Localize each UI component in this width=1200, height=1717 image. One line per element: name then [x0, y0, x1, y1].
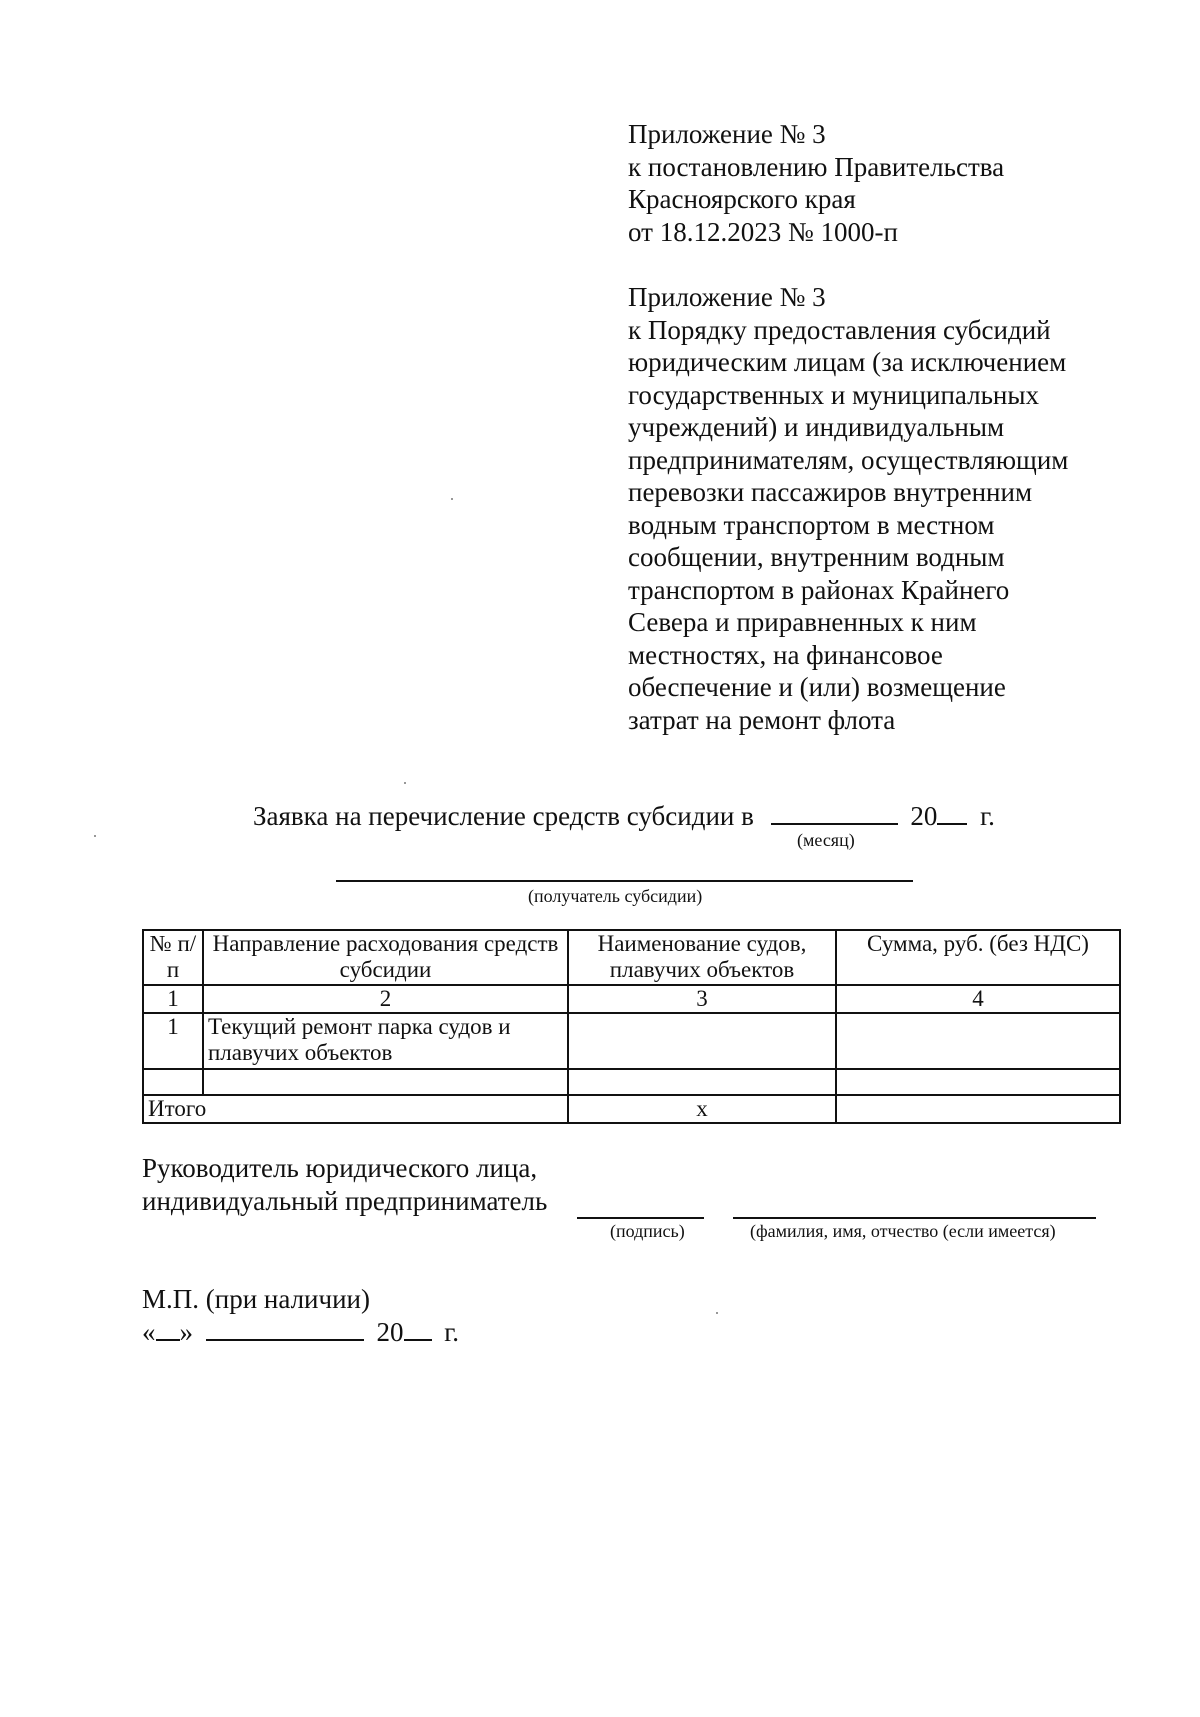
table-total-row [143, 1095, 1120, 1123]
column-number: 4 [836, 985, 1120, 1013]
appendix-line: перевозки пассажиров внутренним [628, 477, 1033, 507]
column-number: 2 [203, 985, 568, 1013]
signature-block [142, 1152, 547, 1218]
month-caption: (месяц) [797, 830, 855, 850]
recipient-blank[interactable] [336, 880, 913, 882]
header-number: № п/п [143, 930, 203, 985]
date-month-blank[interactable] [206, 1317, 364, 1341]
appendix-line: обеспечение и (или) возмещение [628, 672, 1006, 702]
scan-speck [716, 1312, 718, 1314]
appendix-line: местностях, на финансовое [628, 639, 943, 670]
appendix-line: затрат на ремонт флота [628, 704, 896, 735]
appendix-line: транспортом в районах Крайнего [628, 574, 1010, 605]
month-blank[interactable] [771, 801, 898, 825]
year-blank[interactable] [937, 801, 967, 825]
appendix-line: Приложение № 3 [628, 282, 826, 312]
total-vessels-cell: х [568, 1095, 836, 1123]
appendix-line: Красноярского края [628, 184, 856, 214]
total-label: Итого [143, 1095, 568, 1123]
table-row [143, 1013, 1120, 1069]
year-suffix: г. [980, 801, 995, 831]
row-vessels-cell[interactable] [568, 1069, 836, 1095]
header-vessels: Наименование судов, плавучих объектов [568, 930, 836, 985]
column-number: 1 [143, 985, 203, 1013]
row-number-cell[interactable] [143, 1069, 203, 1095]
header-sum: Сумма, руб. (без НДС) [836, 930, 1120, 985]
appendix-line: водным транспортом в местном [628, 509, 995, 540]
signature-blank[interactable] [577, 1217, 704, 1219]
date-year-suffix: г. [444, 1317, 460, 1347]
header-direction: Направление расходования средств субсидии [203, 930, 568, 985]
row-direction-cell: Текущий ремонт парка судов и плавучих объектов [203, 1013, 568, 1069]
appendix-line: сообщении, внутренним водным [628, 542, 1005, 572]
request-title-text: Заявка на перечисление средств субсидии в [253, 801, 754, 831]
day-blank[interactable] [156, 1317, 180, 1341]
subsidy-table [142, 929, 1121, 1124]
table-column-numbers-row [143, 985, 1120, 1013]
appendix-line: юридическим лицам (за исключением [628, 347, 1067, 377]
appendix-government-decree [628, 118, 1004, 248]
appendix-line: учреждений) и индивидуальным [628, 412, 1005, 442]
row-direction-cell[interactable] [203, 1069, 568, 1095]
row-sum-cell[interactable] [836, 1069, 1120, 1095]
appendix-line: к постановлению Правительства [628, 151, 1005, 182]
scan-speck [94, 835, 96, 837]
scan-speck [404, 782, 406, 784]
quote-open: « [142, 1317, 156, 1347]
recipient-caption: (получатель субсидии) [528, 886, 703, 906]
signature-caption: (подпись) [610, 1221, 685, 1241]
year-prefix: 20 [910, 801, 938, 831]
stamp-label: М.П. (при наличии) [142, 1284, 370, 1314]
full-name-blank[interactable] [733, 1217, 1096, 1219]
signature-line1: Руководитель юридического лица, [142, 1153, 538, 1183]
table-row [143, 1069, 1120, 1095]
scan-speck [451, 498, 453, 500]
appendix-line: государственных и муниципальных [628, 379, 1039, 410]
date-year-prefix: 20 [376, 1317, 404, 1347]
appendix-line: Приложение № 3 [628, 119, 826, 149]
appendix-line: Севера и приравненных к ним [628, 607, 977, 637]
table-header-row [143, 930, 1120, 985]
date-year-blank[interactable] [404, 1317, 432, 1341]
signature-line2: индивидуальный предприниматель [142, 1186, 548, 1216]
appendix-line: от 18.12.2023 № 1000-п [628, 216, 898, 247]
total-sum-cell[interactable] [836, 1095, 1120, 1123]
appendix-procedure [628, 281, 1068, 736]
appendix-line: к Порядку предоставления субсидий [628, 314, 1051, 345]
full-name-caption: (фамилия, имя, отчество (если имеется) [750, 1221, 1056, 1241]
row-vessels-cell[interactable] [568, 1013, 836, 1069]
stamp-block [142, 1283, 459, 1349]
appendix-line: предпринимателям, осуществляющим [628, 444, 1069, 475]
column-number: 3 [568, 985, 836, 1013]
row-number-cell: 1 [143, 1013, 203, 1069]
quote-close: » [179, 1317, 193, 1347]
row-sum-cell[interactable] [836, 1013, 1120, 1069]
request-title [253, 800, 995, 832]
date-row [142, 1316, 459, 1349]
